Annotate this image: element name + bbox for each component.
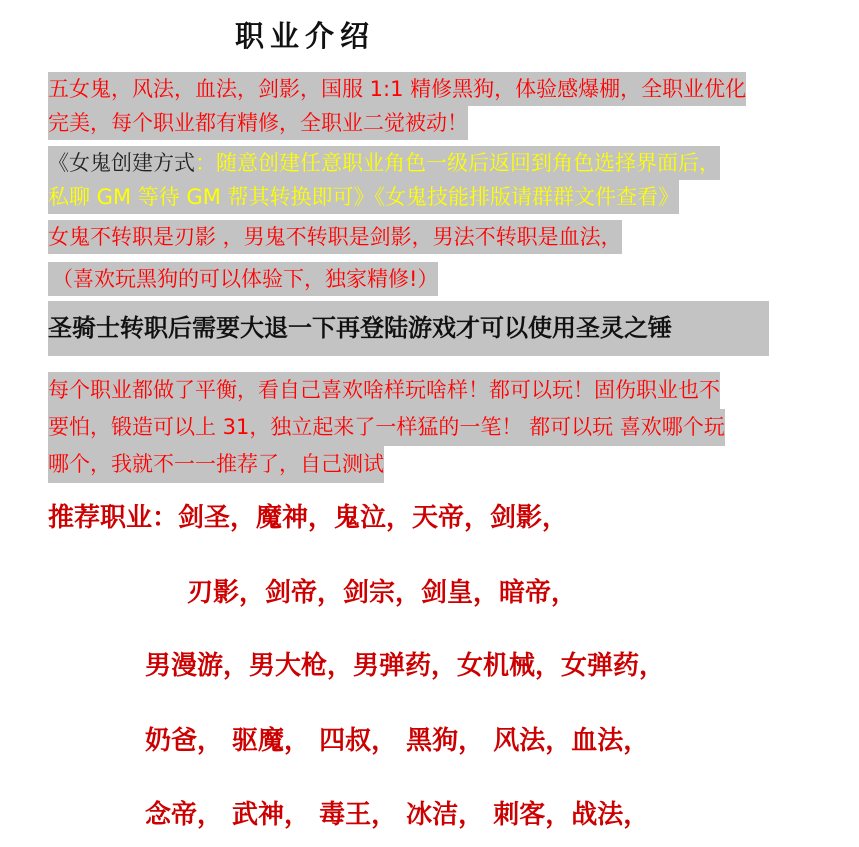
- recommend-line-4: 奶爸， 驱魔， 四叔， 黑狗， 风法，血法，: [145, 726, 650, 756]
- recommend-line-3: 男漫游，男大枪，男弹药，女机械，女弹药，: [145, 651, 666, 681]
- balance-line-3: 哪个，我就不一一推荐了，自己测试: [48, 446, 384, 483]
- recommend-line-2: 刃影，剑帝，剑宗，剑皇，暗帝，: [187, 578, 578, 608]
- recommend-line-5: 念帝， 武神， 毒王， 冰洁， 刺客，战法，: [145, 800, 650, 830]
- creation-line-1: [48, 146, 720, 180]
- paragraph-features: [48, 72, 746, 140]
- features-line-2: 完美，每个职业都有精修，全职业二觉被动！: [48, 106, 468, 140]
- balance-line-1: 每个职业都做了平衡，看自己喜欢啥样玩啥样！都可以玩！固伤职业也不: [48, 372, 720, 409]
- no-transfer-line-2: （喜欢玩黑狗的可以体验下，独家精修!）: [48, 262, 438, 296]
- balance-line-2: 要怕，锻造可以上 31，独立起来了一样猛的一笔！ 都可以玩 喜欢哪个玩: [48, 409, 725, 446]
- paladin-notice-banner: 圣骑士转职后需要大退一下再登陆游戏才可以使用圣灵之锤: [48, 301, 769, 356]
- no-transfer-line-1: 女鬼不转职是刃影 ，男鬼不转职是剑影，男法不转职是血法，: [48, 220, 622, 254]
- creation-rest: ：随意创建任意职业角色一级后返回到角色选择界面后，: [195, 151, 720, 175]
- paragraph-balance: [48, 372, 725, 483]
- creation-line-2: 私聊 GM 等待 GM 帮其转换即可》《女鬼技能排版请群群文件查看》: [48, 180, 679, 214]
- creation-prefix: 《女鬼创建方式: [48, 151, 195, 175]
- paragraph-no-transfer: [48, 220, 622, 304]
- recommend-line-1: 推荐职业：剑圣，魔神，鬼泣，天帝，剑影，: [48, 503, 569, 533]
- page-title: 职业介绍: [235, 19, 376, 53]
- features-line-1: 五女鬼，风法，血法，剑影，国服 1:1 精修黑狗，体验感爆棚，全职业优化: [48, 72, 746, 106]
- paragraph-female-ghost-creation: [48, 146, 720, 214]
